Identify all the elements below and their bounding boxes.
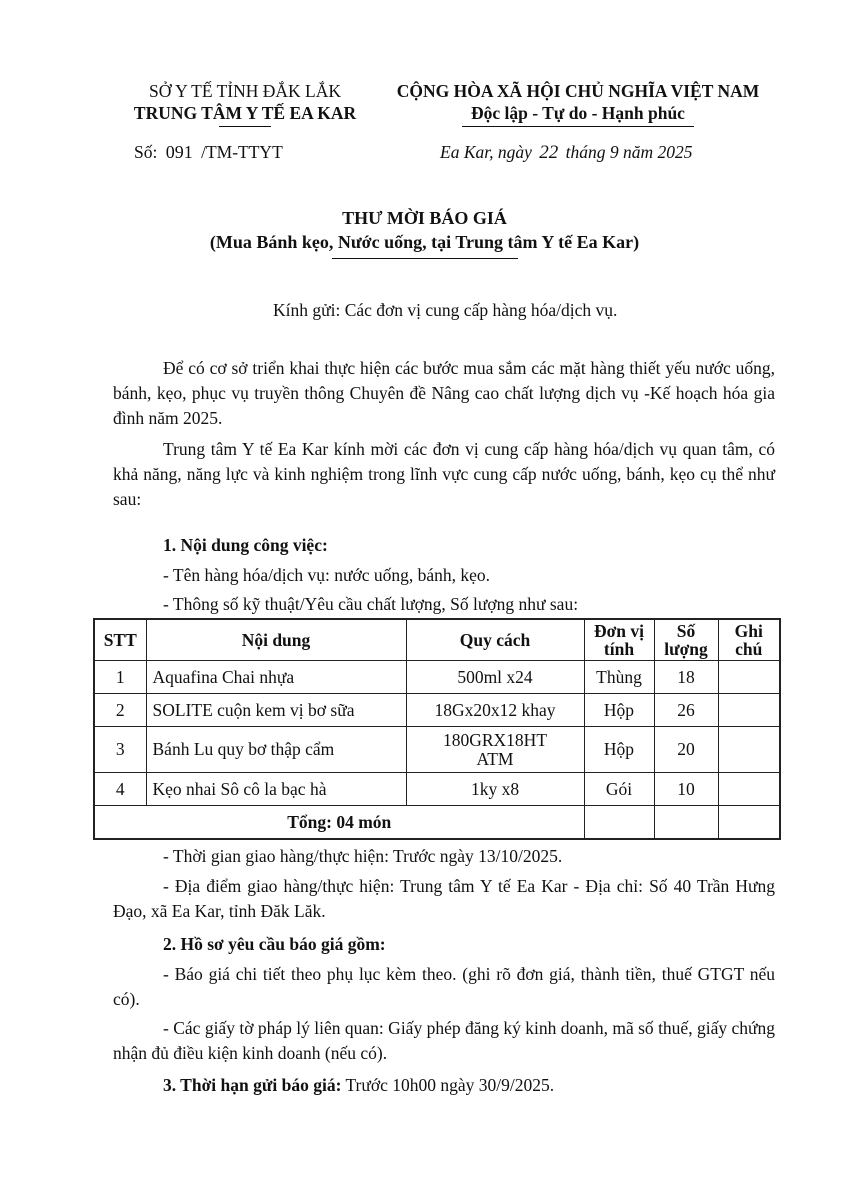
cell-unit: Gói bbox=[584, 773, 654, 806]
table-row bbox=[94, 661, 780, 694]
cell-note bbox=[718, 661, 780, 694]
header-qty-line1: Số bbox=[676, 621, 696, 641]
header-qty-line2: lượng bbox=[664, 639, 708, 659]
document-date bbox=[440, 142, 693, 164]
document-title bbox=[0, 206, 849, 259]
cell-note bbox=[718, 773, 780, 806]
date-prefix: Ea Kar, ngày bbox=[440, 142, 532, 162]
cell-note bbox=[718, 694, 780, 727]
agency-line1: SỞ Y TẾ TỈNH ĐẮK LẮK bbox=[148, 81, 341, 101]
cell-spec: 500ml x24 bbox=[406, 661, 584, 694]
doc-no-suffix: /TM-TTYT bbox=[201, 142, 283, 162]
country-underline bbox=[462, 126, 694, 127]
table-row bbox=[94, 694, 780, 727]
paragraph-2-text: Trung tâm Y tế Ea Kar kính mời các đơn vị cung cấp hàng hóa/dịch vụ quan tâm, có khả năng, năng lực và kinh nghiệm trong lĩnh vực cung cấp nước uống, bánh, kẹo cụ thể như sau: bbox=[113, 439, 775, 509]
cell-content: SOLITE cuộn kem vị bơ sữa bbox=[146, 694, 406, 727]
cell-unit: Hộp bbox=[584, 727, 654, 773]
section-3 bbox=[163, 1073, 554, 1098]
cell-spec-line2: ATM bbox=[476, 748, 514, 769]
cell-qty: 26 bbox=[654, 694, 718, 727]
doc-no-value: 091 bbox=[165, 142, 193, 162]
country-line1: CỘNG HÒA XÃ HỘI CHỦ NGHĨA VIỆT NAM bbox=[396, 81, 760, 101]
country-header bbox=[378, 80, 778, 127]
title-underline bbox=[332, 258, 518, 259]
delivery-time: - Thời gian giao hàng/thực hiện: Trước ngày 13/10/2025. bbox=[163, 846, 563, 866]
header-spec: Quy cách bbox=[406, 619, 584, 661]
table-row bbox=[94, 773, 780, 806]
cell-unit: Hộp bbox=[584, 694, 654, 727]
cell-qty: 20 bbox=[654, 727, 718, 773]
section-1-item-1: - Tên hàng hóa/dịch vụ: nước uống, bánh, kẹo. bbox=[163, 565, 491, 585]
section-2-item-1-text: - Báo giá chi tiết theo phụ lục kèm theo. (ghi rõ đơn giá, thành tiền, thuế GTGT nếu có). bbox=[113, 964, 775, 1009]
cell-total-unit bbox=[584, 806, 654, 840]
header-note-line2: chú bbox=[735, 639, 763, 659]
paragraph-1-text: Để có cơ sở triển khai thực hiện các bước mua sắm các mặt hàng thiết yếu nước uống, bánh, kẹo, phục vụ truyền thông Chuyên đề Nâng cao chất lượng dịch vụ -Kế hoạch hóa gia đình năm 2025. bbox=[113, 358, 775, 428]
cell-total-note bbox=[718, 806, 780, 840]
cell-spec: 18Gx20x12 khay bbox=[406, 694, 584, 727]
goods-table bbox=[93, 618, 781, 840]
table-row bbox=[94, 727, 780, 773]
greeting: Kính gửi: Các đơn vị cung cấp hàng hóa/dịch vụ. bbox=[273, 300, 618, 320]
header-note bbox=[718, 619, 780, 661]
date-suffix: tháng 9 năm 2025 bbox=[565, 142, 693, 162]
cell-stt: 2 bbox=[94, 694, 146, 727]
section-3-title: 3. Thời hạn gửi báo giá: bbox=[163, 1075, 342, 1095]
cell-content: Aquafina Chai nhựa bbox=[146, 661, 406, 694]
cell-spec-line1: 180GRX18HT bbox=[442, 729, 548, 750]
section-1-title: 1. Nội dung công việc: bbox=[163, 535, 328, 555]
header-stt: STT bbox=[94, 619, 146, 661]
header-unit-line1: Đơn vị bbox=[593, 621, 645, 641]
cell-content: Kẹo nhai Sô cô la bạc hà bbox=[146, 773, 406, 806]
paragraph-1 bbox=[113, 356, 775, 431]
delivery-place-text: - Địa điểm giao hàng/thực hiện: Trung tâm Y tế Ea Kar - Địa chỉ: Số 40 Trần Hưng Đạo, xã Ea Kar, tỉnh Đăk Lăk. bbox=[113, 876, 775, 921]
cell-spec: 1ky x8 bbox=[406, 773, 584, 806]
section-2-item-1 bbox=[113, 962, 775, 1012]
title-line2: (Mua Bánh kẹo, Nước uống, tại Trung tâm Y tế Ea Kar) bbox=[209, 232, 640, 252]
title-line1: THƯ MỜI BÁO GIÁ bbox=[342, 208, 507, 228]
section-2-title: 2. Hồ sơ yêu cầu báo giá gồm: bbox=[163, 934, 386, 954]
header-unit bbox=[584, 619, 654, 661]
cell-total-qty bbox=[654, 806, 718, 840]
paragraph-2 bbox=[113, 437, 775, 512]
cell-qty: 10 bbox=[654, 773, 718, 806]
cell-total: Tổng: 04 món bbox=[94, 806, 584, 840]
document-number bbox=[134, 142, 283, 163]
country-line2: Độc lập - Tự do - Hạnh phúc bbox=[471, 103, 685, 123]
cell-stt: 3 bbox=[94, 727, 146, 773]
header-qty bbox=[654, 619, 718, 661]
agency-underline bbox=[219, 126, 271, 127]
section-1-item-2: - Thông số kỹ thuật/Yêu cầu chất lượng, Số lượng như sau: bbox=[163, 594, 579, 614]
delivery-place bbox=[113, 874, 775, 924]
agency-line2: TRUNG TÂM Y TẾ EA KAR bbox=[133, 103, 357, 123]
date-day: 22 bbox=[539, 142, 559, 163]
cell-spec bbox=[406, 727, 584, 773]
header-note-line1: Ghi bbox=[734, 621, 763, 641]
doc-no-prefix: Số: bbox=[134, 142, 158, 162]
section-2-item-2 bbox=[113, 1016, 775, 1066]
cell-unit: Thùng bbox=[584, 661, 654, 694]
table-total-row bbox=[94, 806, 780, 840]
section-3-value: Trước 10h00 ngày 30/9/2025. bbox=[341, 1075, 555, 1095]
cell-content: Bánh Lu quy bơ thập cẩm bbox=[146, 727, 406, 773]
cell-stt: 4 bbox=[94, 773, 146, 806]
agency-header bbox=[110, 80, 380, 127]
table-header-row bbox=[94, 619, 780, 661]
header-unit-line2: tính bbox=[603, 639, 635, 659]
cell-stt: 1 bbox=[94, 661, 146, 694]
cell-qty: 18 bbox=[654, 661, 718, 694]
section-2-item-2-text: - Các giấy tờ pháp lý liên quan: Giấy phép đăng ký kinh doanh, mã số thuế, giấy chứng nhận đủ điều kiện kinh doanh (nếu có). bbox=[113, 1018, 775, 1063]
header-content: Nội dung bbox=[146, 619, 406, 661]
cell-note bbox=[718, 727, 780, 773]
